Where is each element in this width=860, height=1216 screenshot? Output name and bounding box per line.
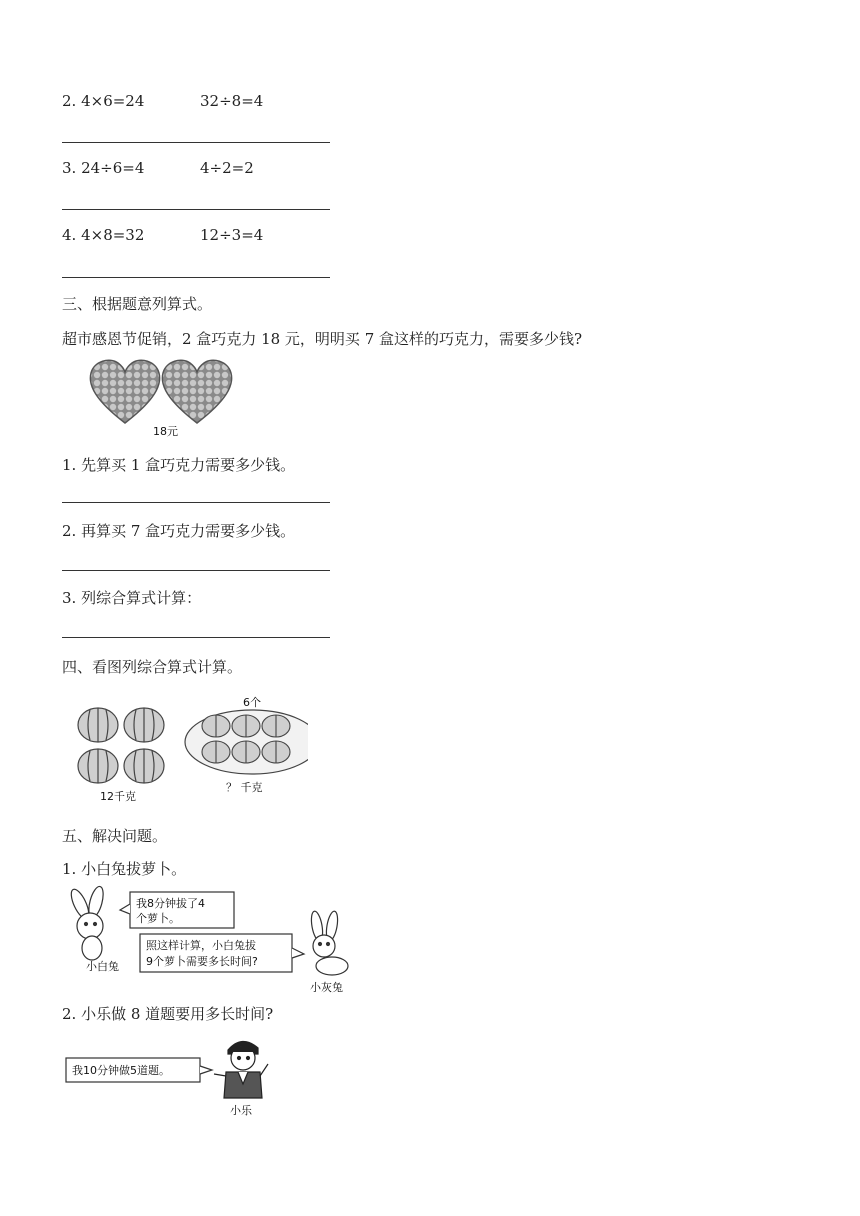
section-3-question-1: 1. 先算买 1 盒巧克力需要多少钱。 — [62, 456, 296, 474]
chocolate-hearts-figure — [85, 355, 265, 440]
heart-chocolate-icon — [90, 360, 159, 423]
answer-line — [62, 142, 330, 143]
section-5-heading: 五、解决问题。 — [62, 827, 168, 845]
unknown-weight-label: ？ 千克 — [226, 781, 263, 794]
section-4-heading: 四、看图列综合算式计算。 — [62, 658, 243, 676]
equation-row-2-left: 2. 4×6=24 — [62, 92, 145, 110]
bubble-2-line-2: 9个萝卜需要多长时间? — [146, 955, 258, 968]
answer-line — [62, 637, 330, 638]
equation-row-3-left: 3. 24÷6=4 — [62, 159, 145, 177]
section-5-question-1: 1. 小白兔拔萝卜。 — [62, 860, 187, 878]
pumpkin-icon — [78, 749, 118, 783]
white-rabbit-name: 小白兔 — [86, 960, 119, 973]
pumpkin-icon — [262, 715, 290, 737]
answer-line — [62, 209, 330, 210]
equation-row-4-right: 12÷3=4 — [200, 226, 264, 244]
pumpkin-icon — [232, 741, 260, 763]
pumpkin-icon — [202, 741, 230, 763]
equation-row-3-right: 4÷2=2 — [200, 159, 254, 177]
pumpkin-icon — [78, 708, 118, 742]
answer-line — [62, 277, 330, 278]
pumpkin-figure — [68, 694, 308, 806]
pumpkin-icon — [124, 708, 164, 742]
equation-row-2-right: 32÷8=4 — [200, 92, 264, 110]
section-3-problem: 超市感恩节促销，2 盒巧克力 18 元，明明买 7 盒这样的巧克力，需要多少钱? — [62, 330, 583, 348]
equation-row-4-left: 4. 4×8=32 — [62, 226, 145, 244]
grey-rabbit-name: 小灰兔 — [310, 981, 343, 994]
section-3-heading: 三、根据题意列算式。 — [62, 295, 213, 313]
boy-icon — [214, 1041, 268, 1098]
heart-chocolate-icon — [162, 360, 231, 423]
bubble-3-text: 我10分钟做5道题。 — [72, 1064, 170, 1077]
section-3-question-2: 2. 再算买 7 盒巧克力需要多少钱。 — [62, 522, 296, 540]
rabbits-figure — [62, 884, 362, 996]
count-label: 6个 — [243, 696, 261, 709]
pumpkin-icon — [232, 715, 260, 737]
chocolate-price-label: 18元 — [153, 425, 178, 438]
grey-rabbit-icon — [309, 910, 348, 975]
white-rabbit-icon — [68, 885, 106, 960]
answer-line — [62, 570, 330, 571]
answer-line — [62, 502, 330, 503]
section-5-question-2: 2. 小乐做 8 道题要用多长时间? — [62, 1005, 274, 1023]
boy-figure — [62, 1034, 292, 1124]
pumpkin-icon — [262, 741, 290, 763]
boy-name: 小乐 — [230, 1104, 252, 1117]
bubble-1-line-2: 个萝卜。 — [136, 912, 180, 925]
pumpkin-icon — [202, 715, 230, 737]
section-3-question-3: 3. 列综合算式计算： — [62, 589, 202, 607]
bubble-1-line-1: 我8分钟拔了4 — [136, 897, 205, 910]
bubble-2-line-1: 照这样计算，小白兔拔 — [146, 939, 256, 952]
pumpkin-icon — [124, 749, 164, 783]
left-weight-label: 12千克 — [100, 790, 136, 803]
